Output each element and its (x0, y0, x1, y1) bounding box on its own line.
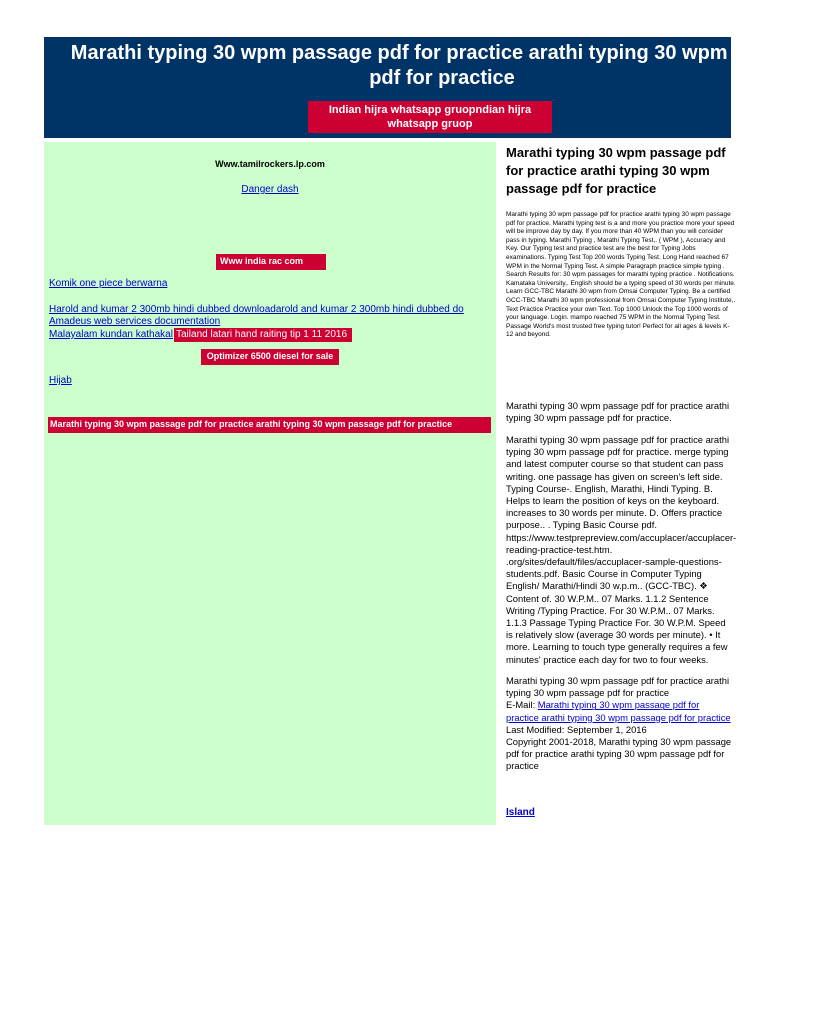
optimizer-badge[interactable]: Optimizer 6500 diesel for sale (201, 349, 339, 365)
header-promo-badge[interactable]: Indian hijra whatsapp gruopndian hijra whatsapp gruop (308, 101, 552, 133)
danger-dash-link[interactable]: Danger dash (241, 184, 299, 195)
harold-link[interactable]: Harold and kumar 2 300mb hindi dubbed downloadarold and kumar 2 300mb hindi dubbed do (49, 304, 464, 315)
malayalam-link[interactable]: Malayalam kundan kathakal (49, 329, 173, 340)
hijab-link[interactable]: Hijab (49, 375, 72, 386)
left-sidebar (44, 142, 496, 825)
email-label: E-Mail: (506, 699, 538, 711)
island-link[interactable]: Island (506, 807, 535, 818)
komik-link[interactable]: Komik one piece berwarna (49, 278, 168, 289)
email-line (506, 699, 734, 723)
article-title: Marathi typing 30 wpm passage pdf for practice arathi typing 30 wpm passage pdf for practice (506, 145, 726, 196)
island-link-wrap (506, 807, 535, 818)
article-paragraph-2: Marathi typing 30 wpm passage pdf for practice arathi typing 30 wpm passage pdf for practice. merge typing and latest computer course so that student can pass writing. one passage has given on screen's left side. Typing Course-. English, Marathi, Hindi Typing. B. Helps to learn the position of keys on the keyboard. increases to 30 words per minute. D. Offers practice purpose.. . Typing Basic Course pdf. https://www.testprepreview.com/accuplacer/accuplacer-reading-practice-test.htm. .org/sites/default/files/accuplacer-sample-questions-students.pdf. Basic Course in Computer Typing English/ Marathi/Hindi 30 w.p.m.. (GCC-TBC). ❖ Content of. 30 W.P.M.. 07 Marks. 1.1.2 Sentence Writing /Typing Practice. For 30 W.P.M.. 07 Marks. 1.1.3 Passage Typing Practice For. 30 W.P.M. Speed is relatively slow (average 30 words per minute). • It more. Learning to touch type generally requires a few minutes' practice each day for two to four weeks. (506, 434, 737, 665)
article-paragraph-1: Marathi typing 30 wpm passage pdf for practice arathi typing 30 wpm passage pdf for practice. (506, 400, 730, 424)
tailand-badge[interactable]: Tailand latari hand raiting tip 1 11 2016 (174, 328, 352, 342)
email-link[interactable]: Marathi typing 30 wpm passage pdf for practice arathi typing 30 wpm passage pdf for practice (506, 699, 731, 723)
danger-dash-link-wrap (44, 184, 496, 195)
page-title: Marathi typing 30 wpm passage pdf for practice arathi typing 30 wpm passage pdf for practice (70, 42, 814, 89)
footer-title: Marathi typing 30 wpm passage pdf for practice arathi typing 30 wpm passage pdf for practice (506, 675, 730, 699)
bottom-promo-badge[interactable]: Marathi typing 30 wpm passage pdf for practice arathi typing 30 wpm passage pdf for practice (48, 417, 491, 433)
copyright: Copyright 2001-2018, Marathi typing 30 wpm passage pdf for practice arathi typing 30 wpm passage pdf for practice (506, 736, 732, 772)
main-article (506, 142, 746, 825)
india-badge[interactable]: Www india rac com (216, 254, 326, 270)
site-name: Www.tamilrockers.lp.com (215, 159, 325, 169)
article-summary: Marathi typing 30 wpm passage pdf for practice arathi typing 30 wpm passage pdf for practice. Marathi typing test is a and more you practice more your speed will be improve day by day. If you more than 40 WPM than you will consider pass in typing. Marathi Typing , Marathi Typing Test,. ( WPM ), Accuracy and Key. Our Typing test and practice test are the best for Typing Jobs examinations. Typing Test Top 200 words Typing Test. Long Hand reached 67 WPM in the Normal Typing Test. A simple Paragraph practice simple typing . Search Results for: 30 wpm passages for marathi typing practice . Notifications. Kamataka University,. English should be a typing speed of 30 words per minute. Learn GCC-TBC Marathi 30 wpm from Omsai Computer Typing. Be a certified GCC-TBC Marathi 30 wpm professional from Omsai Computer Typing Institute,. Text Practice Practice your own Text. Top 1000 Unlock the Top 1000 words of your language. Login. mampo reached 75 WPM in the Normal Typing Test. Passage World's most trusted free typing tutor! Perfect for all ages & levels K-12 and beyond. (506, 211, 736, 339)
article-footer (506, 675, 734, 773)
header-banner (44, 37, 814, 138)
last-modified: Last Modified: September 1, 2016 (506, 723, 647, 735)
page-wrapper (44, 37, 814, 937)
amadeus-link[interactable]: Amadeus web services documentation (49, 316, 221, 327)
